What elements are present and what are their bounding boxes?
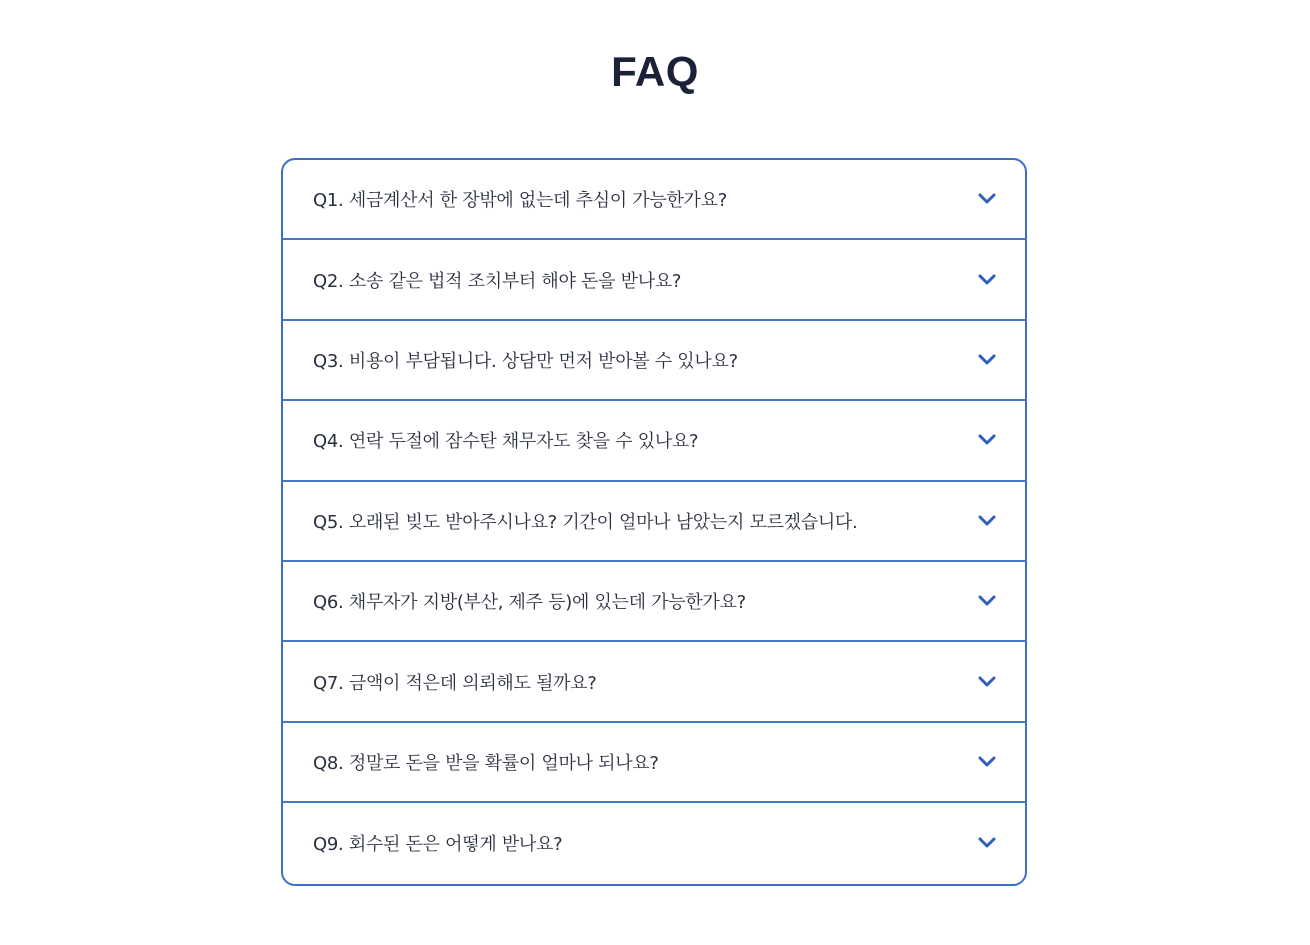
faq-item-q4[interactable]	[283, 401, 1025, 481]
chevron-down-icon[interactable]	[977, 591, 997, 611]
faq-item-q2[interactable]	[283, 240, 1025, 320]
faq-item-q7[interactable]	[283, 642, 1025, 722]
faq-question: Q7. 금액이 적은데 의뢰해도 될까요?	[313, 672, 597, 694]
faq-item-q5[interactable]	[283, 482, 1025, 562]
faq-question: Q9. 회수된 돈은 어떻게 받나요?	[313, 834, 563, 856]
faq-question: Q5. 오래된 빚도 받아주시나요? 기간이 얼마나 남았는지 모르겠습니다.	[313, 511, 858, 533]
faq-accordion	[281, 158, 1027, 886]
chevron-down-icon[interactable]	[977, 430, 997, 450]
faq-item-q1[interactable]	[283, 160, 1025, 240]
chevron-down-icon[interactable]	[977, 752, 997, 772]
faq-item-q9[interactable]	[283, 803, 1025, 883]
chevron-down-icon[interactable]	[977, 270, 997, 290]
faq-question: Q2. 소송 같은 법적 조치부터 해야 돈을 받나요?	[313, 270, 682, 292]
faq-item-q6[interactable]	[283, 562, 1025, 642]
faq-item-q3[interactable]	[283, 321, 1025, 401]
page-title: FAQ	[611, 48, 699, 95]
chevron-down-icon[interactable]	[977, 511, 997, 531]
faq-item-q8[interactable]	[283, 723, 1025, 803]
faq-question: Q4. 연락 두절에 잠수탄 채무자도 찾을 수 있나요?	[313, 431, 699, 453]
chevron-down-icon[interactable]	[977, 672, 997, 692]
faq-question: Q6. 채무자가 지방(부산, 제주 등)에 있는데 가능한가요?	[313, 592, 746, 614]
chevron-down-icon[interactable]	[977, 189, 997, 209]
faq-question: Q1. 세금계산서 한 장밖에 없는데 추심이 가능한가요?	[313, 190, 727, 212]
faq-question: Q8. 정말로 돈을 받을 확률이 얼마나 되나요?	[313, 752, 659, 774]
faq-question: Q3. 비용이 부담됩니다. 상담만 먼저 받아볼 수 있나요?	[313, 350, 738, 372]
chevron-down-icon[interactable]	[977, 833, 997, 853]
chevron-down-icon[interactable]	[977, 350, 997, 370]
